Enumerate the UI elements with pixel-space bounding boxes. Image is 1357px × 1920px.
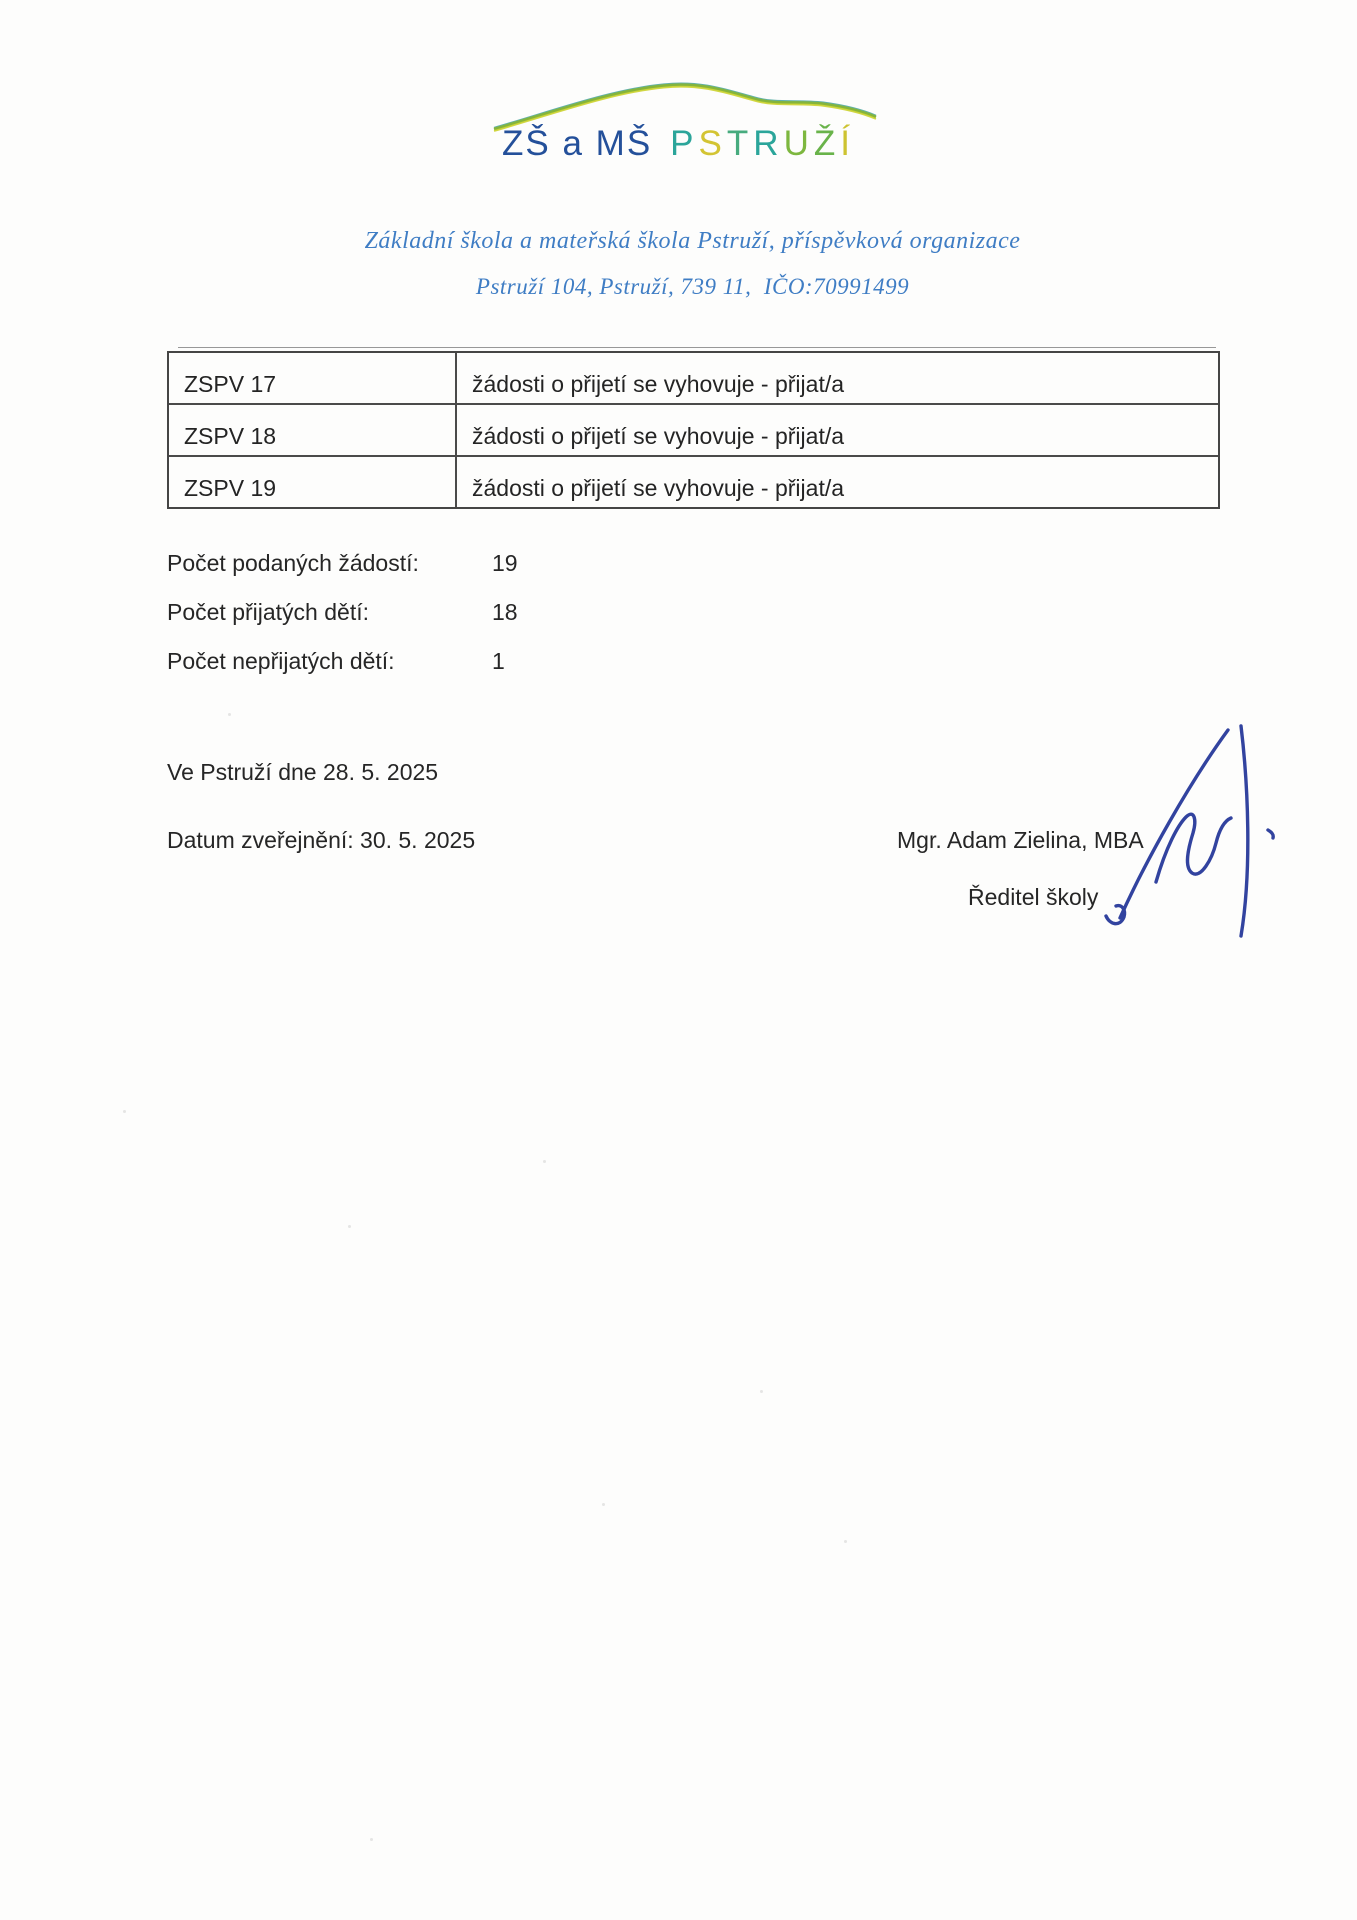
scan-speck [370, 1838, 373, 1841]
logo-letter: Í [840, 124, 855, 163]
summary-label: Počet podaných žádostí: [167, 550, 419, 576]
signer-title: Ředitel školy [968, 884, 1099, 910]
logo [0, 124, 1357, 164]
scan-speck [348, 1225, 351, 1228]
logo-letter: S [698, 124, 727, 163]
school-full-name: Základní škola a mateřská škola Pstruží, příspěvková organizace [364, 228, 1021, 254]
admission-results-table [167, 351, 1220, 509]
table-row-result: žádosti o přijetí se vyhovuje - přijat/a [457, 353, 1218, 405]
table-row-id: ZSPV 18 [169, 405, 457, 457]
scan-speck [543, 1160, 546, 1163]
summary-value: 1 [492, 648, 505, 674]
signature-stroke [1120, 730, 1228, 918]
table-row-result: žádosti o přijetí se vyhovuje - přijat/a [457, 405, 1218, 457]
publish-date: Datum zveřejnění: 30. 5. 2025 [167, 827, 476, 853]
logo-letter: Ž [813, 124, 841, 163]
table-row-result: žádosti o přijetí se vyhovuje - přijat/a [472, 475, 845, 501]
scan-speck [123, 1110, 126, 1113]
scan-speck [228, 713, 231, 716]
logo-letter: P [670, 124, 699, 163]
summary-label: Počet nepřijatých dětí: [167, 648, 395, 674]
logo-school-short: ZŠ a MŠ [502, 124, 653, 163]
scan-speck [844, 1540, 847, 1543]
summary-row [167, 599, 518, 626]
table-row-id: ZSPV 19 [169, 457, 457, 507]
hill-curve-mid [494, 85, 876, 129]
signature-stroke [1241, 726, 1248, 936]
logo-letter: U [783, 124, 814, 163]
table-row-id: ZSPV 17 [169, 353, 457, 405]
logo-letter: T [726, 124, 754, 163]
scan-speck [602, 1503, 605, 1506]
handwritten-signature [1098, 720, 1278, 942]
logo-school-name [670, 124, 855, 163]
summary-value: 19 [492, 550, 518, 576]
signer-name: Mgr. Adam Zielina, MBA [897, 827, 1144, 853]
summary-row [167, 550, 518, 577]
school-address-ico: Pstruží 104, Pstruží, 739 11, IČO:70991499 [475, 274, 910, 299]
place-and-date: Ve Pstruží dne 28. 5. 2025 [167, 759, 439, 785]
signature-stroke [1268, 830, 1273, 838]
summary-value: 18 [492, 599, 518, 625]
logo-letter: R [753, 124, 784, 163]
summary-label: Počet přijatých dětí: [167, 599, 369, 625]
summary-row [167, 648, 505, 675]
scan-speck [760, 1390, 763, 1393]
scan-double-line-artifact [178, 347, 1216, 348]
